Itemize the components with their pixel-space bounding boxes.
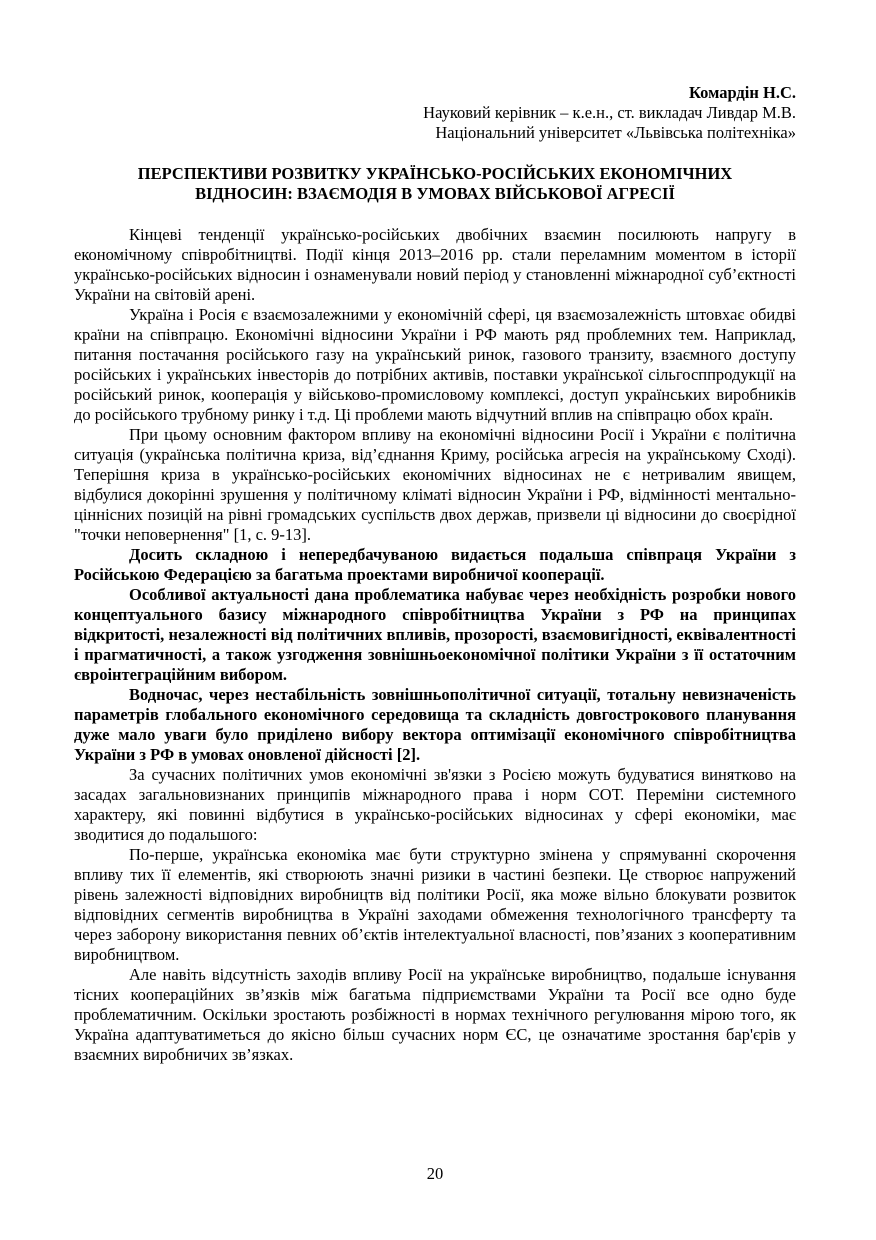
paragraph-7: За сучасних політичних умов економічні зв'язки з Росією можуть будуватися винятково на засадах загальновизнаних принципів міжнародного права і норм СОТ. Переміни системного характеру, які повинні відбутися в українсько-російських відносинах у сфері економіки, має зводитися до подальшого: <box>74 765 796 844</box>
paragraph-2: Україна і Росія є взаємозалежними у економічній сфері, ця взаємозалежність штовхає обидві країни на співпрацю. Економічні відносини України і РФ мають ряд проблемних тем. Наприклад, питання постачання російського газу на український ринок, газового транзиту, взаємного доступу російських і українських інвесторів до потрібних активів, поставки української сільгосппродукції на російський ринок, кооперація у військово-промисловому комплексі, доступ українських виробників до російського трубному ринку і т.д. Ці проблеми мають відчутний вплив на співпрацю обох країн. <box>74 305 796 424</box>
paper-title-line-1: ПЕРСПЕКТИВИ РОЗВИТКУ УКРАЇНСЬКО-РОСІЙСЬКИХ ЕКОНОМІЧНИХ <box>137 164 733 183</box>
paragraph-9: Але навіть відсутність заходів впливу Росії на українське виробництво, подальше існування тісних коопераційних зв’язків між багатьма підприємствами України та Росії все одно буде проблематичним. Оскільки зростають розбіжності в нормах технічного регулювання мірою того, як Україна адаптуватиметься до якісно більш сучасних норм ЄС, це означатиме зростання бар'єрів у взаємних виробничих зв’язках. <box>74 965 796 1064</box>
affiliation-line: Національний університет «Львівська політехніка» <box>435 123 796 142</box>
paragraph-1: Кінцеві тенденції українсько-російських двобічних взаємин посилюють напругу в економічному співробітництві. Події кінця 2013–2016 рр. стали переламним моментом в історії українсько-російських відносин і ознаменували новий період у становленні міжнародної суб’єктності України на світовій арені. <box>74 225 796 304</box>
author-name: Комардін Н.С. <box>689 83 796 102</box>
paragraph-5: Особливої актуальності дана проблематика набуває через необхідність розробки нового концептуального базису міжнародного співробітництва України з РФ на принципах відкритості, незалежності від політичних впливів, прозорості, взаємовигідності, еквівалентності і прагматичності, а також узгодження зовнішньоекономічної політики України з її остаточним євроінтеграційним вибором. <box>74 585 796 684</box>
paper-title <box>74 164 796 204</box>
author-block <box>74 0 796 143</box>
paper-title-line-2: ВІДНОСИН: ВЗАЄМОДІЯ В УМОВАХ ВІЙСЬКОВОЇ АГРЕСІЇ <box>195 184 675 203</box>
page-content <box>74 0 796 1065</box>
paragraph-6: Водночас, через нестабільність зовнішньополітичної ситуації, тотальну невизначеність параметрів глобального економічного середовища та складність довгострокового планування дуже мало уваги було приділено вибору вектора оптимізації економічного співробітництва України з РФ в умовах оновленої дійсності [2]. <box>74 685 796 764</box>
paragraph-4: Досить складною і непередбачуваною видається подальша співпраця України з Російською Федерацією за багатьма проектами виробничої кооперації. <box>74 545 796 584</box>
paragraph-8: По-перше, українська економіка має бути структурно змінена у спрямуванні скорочення впливу тих її елементів, які створюють значні ризики в частині безпеки. Це створює напружений рівень залежності відповідних виробництв від політики Росії, яка може вільно блокувати розвиток відповідних сегментів виробництва в Україні заходами обмеження технологічного трансферту та через заборону використання певних об’єктів інтелектуальної власності, пов’язаних з кооперативним виробництвом. <box>74 845 796 964</box>
paragraph-3: При цьому основним фактором впливу на економічні відносини Росії і України є політична ситуація (українська політична криза, від’єднання Криму, російська агресія на українському Сході). Теперішня криза в українсько-російських економічних відносинах не є нетривалим явищем, відбулися докорінні зрушення у політичному кліматі відносин України і РФ, відмінності ментально-ціннісних позицій на рівні громадських суспільств двох держав, призвели ці відносини до своєрідної "точки неповернення" [1, с. 9-13]. <box>74 425 796 544</box>
paper-body <box>74 225 796 1065</box>
page-number: 20 <box>426 1164 444 1183</box>
supervisor-line: Науковий керівник – к.е.н., ст. викладач Ливдар М.В. <box>423 103 796 122</box>
